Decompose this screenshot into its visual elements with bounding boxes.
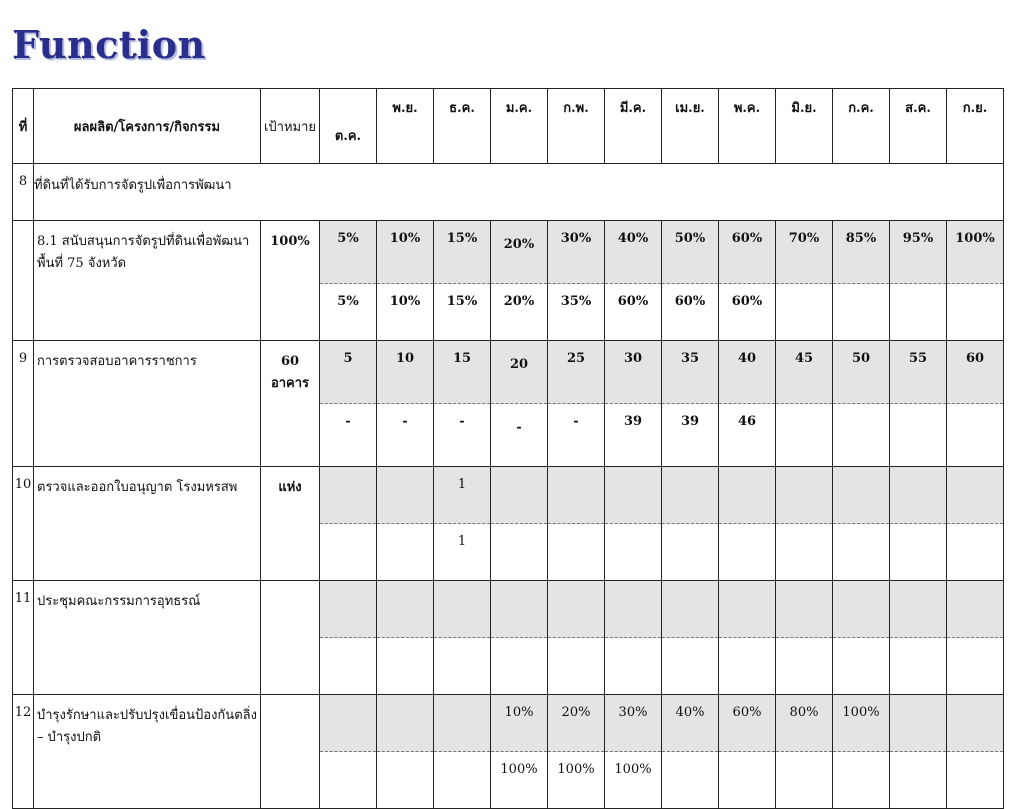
plan-cell bbox=[890, 581, 947, 638]
plan-cell: 95% bbox=[890, 221, 947, 284]
plan-cell: 5% bbox=[320, 221, 377, 284]
section-label: ที่ดินที่ได้รับการจัดรูปเพื่อการพัฒนา bbox=[34, 164, 1004, 221]
plan-cell: 10% bbox=[377, 221, 434, 284]
actual-cell bbox=[947, 752, 1004, 809]
actual-cell bbox=[548, 638, 605, 695]
row-target bbox=[261, 695, 320, 809]
plan-cell: 100% bbox=[947, 221, 1004, 284]
actual-cell bbox=[833, 524, 890, 581]
table-row-plan bbox=[13, 581, 1004, 638]
plan-cell bbox=[776, 581, 833, 638]
actual-cell bbox=[434, 638, 491, 695]
row-number bbox=[13, 221, 34, 341]
plan-cell bbox=[491, 467, 548, 524]
actual-cell bbox=[719, 524, 776, 581]
actual-cell bbox=[662, 752, 719, 809]
row-item-name: ประชุมคณะกรรมการอุทธรณ์ bbox=[34, 581, 261, 695]
plan-cell bbox=[833, 581, 890, 638]
plan-cell: 10% bbox=[491, 695, 548, 752]
plan-cell: 70% bbox=[776, 221, 833, 284]
actual-cell bbox=[662, 524, 719, 581]
row-item-name: 8.1 สนับสนุนการจัดรูปที่ดินเพื่อพัฒนาพื้นที่ 75 จังหวัด bbox=[34, 221, 261, 341]
plan-cell: 15 bbox=[434, 341, 491, 404]
plan-cell bbox=[320, 581, 377, 638]
plan-cell bbox=[662, 581, 719, 638]
plan-cell: 40% bbox=[605, 221, 662, 284]
row-item-name: บำรุงรักษาและปรับปรุงเขื่อนป้องกันตลิ่ง – บำรุงปกติ bbox=[34, 695, 261, 809]
actual-cell bbox=[719, 638, 776, 695]
actual-cell: 5% bbox=[320, 284, 377, 341]
header-month: พ.ย. bbox=[377, 89, 434, 164]
plan-cell bbox=[719, 581, 776, 638]
row-number: 12 bbox=[13, 695, 34, 809]
actual-cell bbox=[833, 404, 890, 467]
plan-cell bbox=[377, 581, 434, 638]
header-item: ผลผลิต/โครงการ/กิจกรรม bbox=[34, 89, 261, 164]
plan-cell bbox=[947, 581, 1004, 638]
plan-cell: 5 bbox=[320, 341, 377, 404]
actual-cell: 1 bbox=[434, 524, 491, 581]
plan-cell: 20 bbox=[491, 341, 548, 404]
plan-cell: 50% bbox=[662, 221, 719, 284]
plan-cell: 40% bbox=[662, 695, 719, 752]
header-month: ต.ค. bbox=[320, 89, 377, 164]
actual-cell: 60% bbox=[719, 284, 776, 341]
header-month: พ.ค. bbox=[719, 89, 776, 164]
actual-cell bbox=[662, 638, 719, 695]
plan-cell bbox=[491, 581, 548, 638]
plan-cell bbox=[890, 467, 947, 524]
plan-cell bbox=[833, 467, 890, 524]
header-month: ธ.ค. bbox=[434, 89, 491, 164]
plan-cell: 30% bbox=[548, 221, 605, 284]
plan-cell: 40 bbox=[719, 341, 776, 404]
actual-cell bbox=[947, 524, 1004, 581]
plan-cell bbox=[662, 467, 719, 524]
header-row bbox=[13, 89, 1004, 164]
plan-cell bbox=[377, 695, 434, 752]
actual-cell bbox=[719, 752, 776, 809]
plan-cell bbox=[890, 695, 947, 752]
actual-cell bbox=[320, 524, 377, 581]
plan-cell bbox=[434, 581, 491, 638]
actual-cell: 20% bbox=[491, 284, 548, 341]
actual-cell bbox=[377, 524, 434, 581]
row-number: 10 bbox=[13, 467, 34, 581]
plan-cell: 55 bbox=[890, 341, 947, 404]
actual-cell bbox=[548, 524, 605, 581]
plan-cell bbox=[320, 695, 377, 752]
plan-cell bbox=[434, 695, 491, 752]
actual-cell: 100% bbox=[491, 752, 548, 809]
actual-cell: 46 bbox=[719, 404, 776, 467]
table-row-plan bbox=[13, 341, 1004, 404]
actual-cell: 100% bbox=[605, 752, 662, 809]
actual-cell: 10% bbox=[377, 284, 434, 341]
header-month: เม.ย. bbox=[662, 89, 719, 164]
actual-cell: - bbox=[434, 404, 491, 467]
actual-cell bbox=[776, 284, 833, 341]
table-row-plan bbox=[13, 221, 1004, 284]
plan-cell: 30% bbox=[605, 695, 662, 752]
actual-cell bbox=[434, 752, 491, 809]
plan-cell bbox=[320, 467, 377, 524]
plan-cell: 85% bbox=[833, 221, 890, 284]
plan-cell: 35 bbox=[662, 341, 719, 404]
actual-cell bbox=[947, 638, 1004, 695]
plan-cell bbox=[947, 695, 1004, 752]
row-number: 9 bbox=[13, 341, 34, 467]
actual-cell bbox=[833, 284, 890, 341]
actual-cell: 39 bbox=[662, 404, 719, 467]
header-month: ก.ค. bbox=[833, 89, 890, 164]
plan-cell: 10 bbox=[377, 341, 434, 404]
plan-cell bbox=[605, 467, 662, 524]
plan-cell: 25 bbox=[548, 341, 605, 404]
plan-cell: 60% bbox=[719, 221, 776, 284]
plan-cell bbox=[377, 467, 434, 524]
actual-cell bbox=[377, 752, 434, 809]
actual-cell: - bbox=[548, 404, 605, 467]
actual-cell bbox=[320, 752, 377, 809]
actual-cell bbox=[605, 638, 662, 695]
row-target bbox=[261, 581, 320, 695]
actual-cell bbox=[947, 284, 1004, 341]
row-target: 60 อาคาร bbox=[261, 341, 320, 467]
actual-cell: 100% bbox=[548, 752, 605, 809]
plan-cell: 60 bbox=[947, 341, 1004, 404]
plan-cell: 20% bbox=[548, 695, 605, 752]
plan-cell bbox=[719, 467, 776, 524]
plan-cell bbox=[548, 467, 605, 524]
plan-cell bbox=[776, 467, 833, 524]
actual-cell bbox=[491, 638, 548, 695]
header-month: ม.ค. bbox=[491, 89, 548, 164]
header-month: มี.ค. bbox=[605, 89, 662, 164]
actual-cell bbox=[776, 524, 833, 581]
section-row bbox=[13, 164, 1004, 221]
row-item-name: ตรวจและออกใบอนุญาต โรงมหรสพ bbox=[34, 467, 261, 581]
actual-cell bbox=[890, 284, 947, 341]
actual-cell: - bbox=[377, 404, 434, 467]
plan-cell: 15% bbox=[434, 221, 491, 284]
header-month: มิ.ย. bbox=[776, 89, 833, 164]
row-number: 11 bbox=[13, 581, 34, 695]
plan-cell: 1 bbox=[434, 467, 491, 524]
actual-cell bbox=[377, 638, 434, 695]
actual-cell: 39 bbox=[605, 404, 662, 467]
plan-cell: 80% bbox=[776, 695, 833, 752]
actual-cell: - bbox=[320, 404, 377, 467]
actual-cell bbox=[890, 404, 947, 467]
actual-cell: 35% bbox=[548, 284, 605, 341]
actual-cell bbox=[890, 524, 947, 581]
work-plan-table bbox=[12, 88, 1004, 809]
actual-cell bbox=[833, 752, 890, 809]
plan-cell: 20% bbox=[491, 221, 548, 284]
actual-cell: - bbox=[491, 404, 548, 467]
actual-cell bbox=[776, 404, 833, 467]
actual-cell bbox=[776, 752, 833, 809]
row-target: 100% bbox=[261, 221, 320, 341]
header-month: ก.ย. bbox=[947, 89, 1004, 164]
page-title: Function bbox=[12, 22, 206, 67]
plan-cell: 30 bbox=[605, 341, 662, 404]
actual-cell bbox=[491, 524, 548, 581]
plan-cell: 45 bbox=[776, 341, 833, 404]
actual-cell: 60% bbox=[662, 284, 719, 341]
header-no: ที่ bbox=[13, 89, 34, 164]
actual-cell bbox=[890, 752, 947, 809]
actual-cell: 60% bbox=[605, 284, 662, 341]
actual-cell bbox=[605, 524, 662, 581]
actual-cell bbox=[833, 638, 890, 695]
actual-cell: 15% bbox=[434, 284, 491, 341]
row-item-name: การตรวจสอบอาคารราชการ bbox=[34, 341, 261, 467]
plan-cell bbox=[947, 467, 1004, 524]
header-target: เป้าหมาย bbox=[261, 89, 320, 164]
table-row-plan bbox=[13, 467, 1004, 524]
actual-cell bbox=[776, 638, 833, 695]
header-month: ก.พ. bbox=[548, 89, 605, 164]
actual-cell bbox=[320, 638, 377, 695]
plan-cell: 50 bbox=[833, 341, 890, 404]
actual-cell bbox=[947, 404, 1004, 467]
plan-cell bbox=[605, 581, 662, 638]
header-month: ส.ค. bbox=[890, 89, 947, 164]
row-number: 8 bbox=[13, 164, 34, 221]
plan-cell bbox=[548, 581, 605, 638]
table-row-plan bbox=[13, 695, 1004, 752]
row-target: แห่ง bbox=[261, 467, 320, 581]
plan-cell: 100% bbox=[833, 695, 890, 752]
actual-cell bbox=[890, 638, 947, 695]
plan-cell: 60% bbox=[719, 695, 776, 752]
